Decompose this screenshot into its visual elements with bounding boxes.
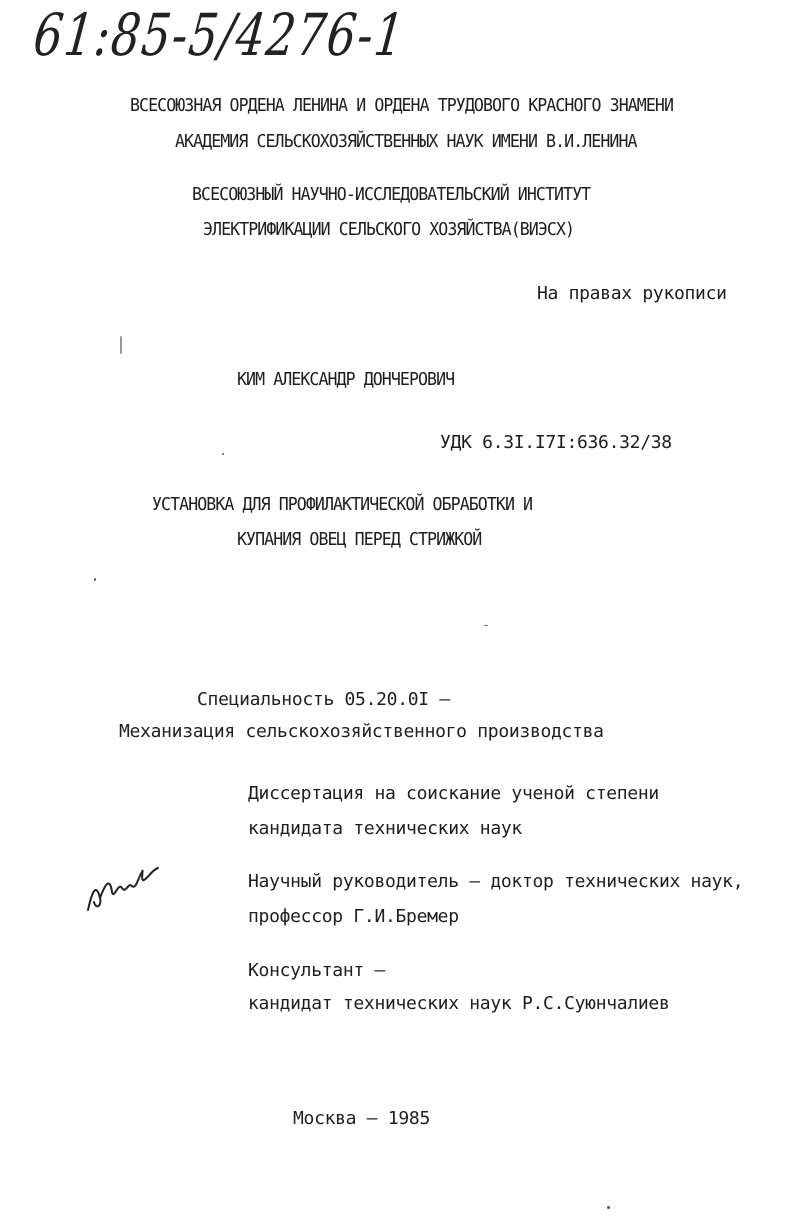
paper-speck [120,336,122,354]
academy-line-1: ВСЕСОЮЗНАЯ ОРДЕНА ЛЕНИНА И ОРДЕНА ТРУДОВОГО КРАСНОГО ЗНАМЕНИ [130,95,674,116]
place-year: Москва – 1985 [293,1108,430,1129]
institute-line-2: ЭЛЕКТРИФИКАЦИИ СЕЛЬСКОГО ХОЗЯЙСТВА(ВИЭСХ) [203,219,575,240]
specialty-line-2: Механизация сельскохозяйственного производства [119,721,604,742]
dissertation-line-2: кандидата технических наук [248,818,522,839]
consultant-line-1: Консультант – [248,960,385,981]
supervisor-line-2: профессор Г.И.Бремер [248,906,459,927]
archive-number-handwritten: 61:85-5/4276-1 [30,1,409,69]
consultant-line-2: кандидат технических наук Р.С.Суюнчалиев [248,993,670,1014]
supervisor-line-1: Научный руководитель – доктор технических наук, [248,871,744,892]
academy-line-2: АКАДЕМИЯ СЕЛЬСКОХОЗЯЙСТВЕННЫХ НАУК ИМЕНИ В.И.ЛЕНИНА [175,131,637,152]
specialty-line-1: Специальность 05.20.0I – [197,689,450,710]
udc-code: УДК 6.3I.I7I:636.32/38 [440,432,672,453]
title-line-2: КУПАНИЯ ОВЕЦ ПЕРЕД СТРИЖКОЙ [237,529,482,550]
paper-speck [94,578,96,581]
signature-mark [82,852,172,922]
paper-speck [222,453,224,455]
title-line-1: УСТАНОВКА ДЛЯ ПРОФИЛАКТИЧЕСКОЙ ОБРАБОТКИ И [152,494,533,515]
author-name: КИМ АЛЕКСАНДР ДОНЧЕРОВИЧ [237,369,455,390]
institute-line-1: ВСЕСОЮЗНЫЙ НАУЧНО-ИССЛЕДОВАТЕЛЬСКИЙ ИНСТИТУТ [192,184,591,205]
paper-speck [607,1206,610,1209]
paper-speck [484,625,488,626]
manuscript-rights: На правах рукописи [537,283,727,304]
dissertation-line-1: Диссертация на соискание ученой степени [248,783,659,804]
